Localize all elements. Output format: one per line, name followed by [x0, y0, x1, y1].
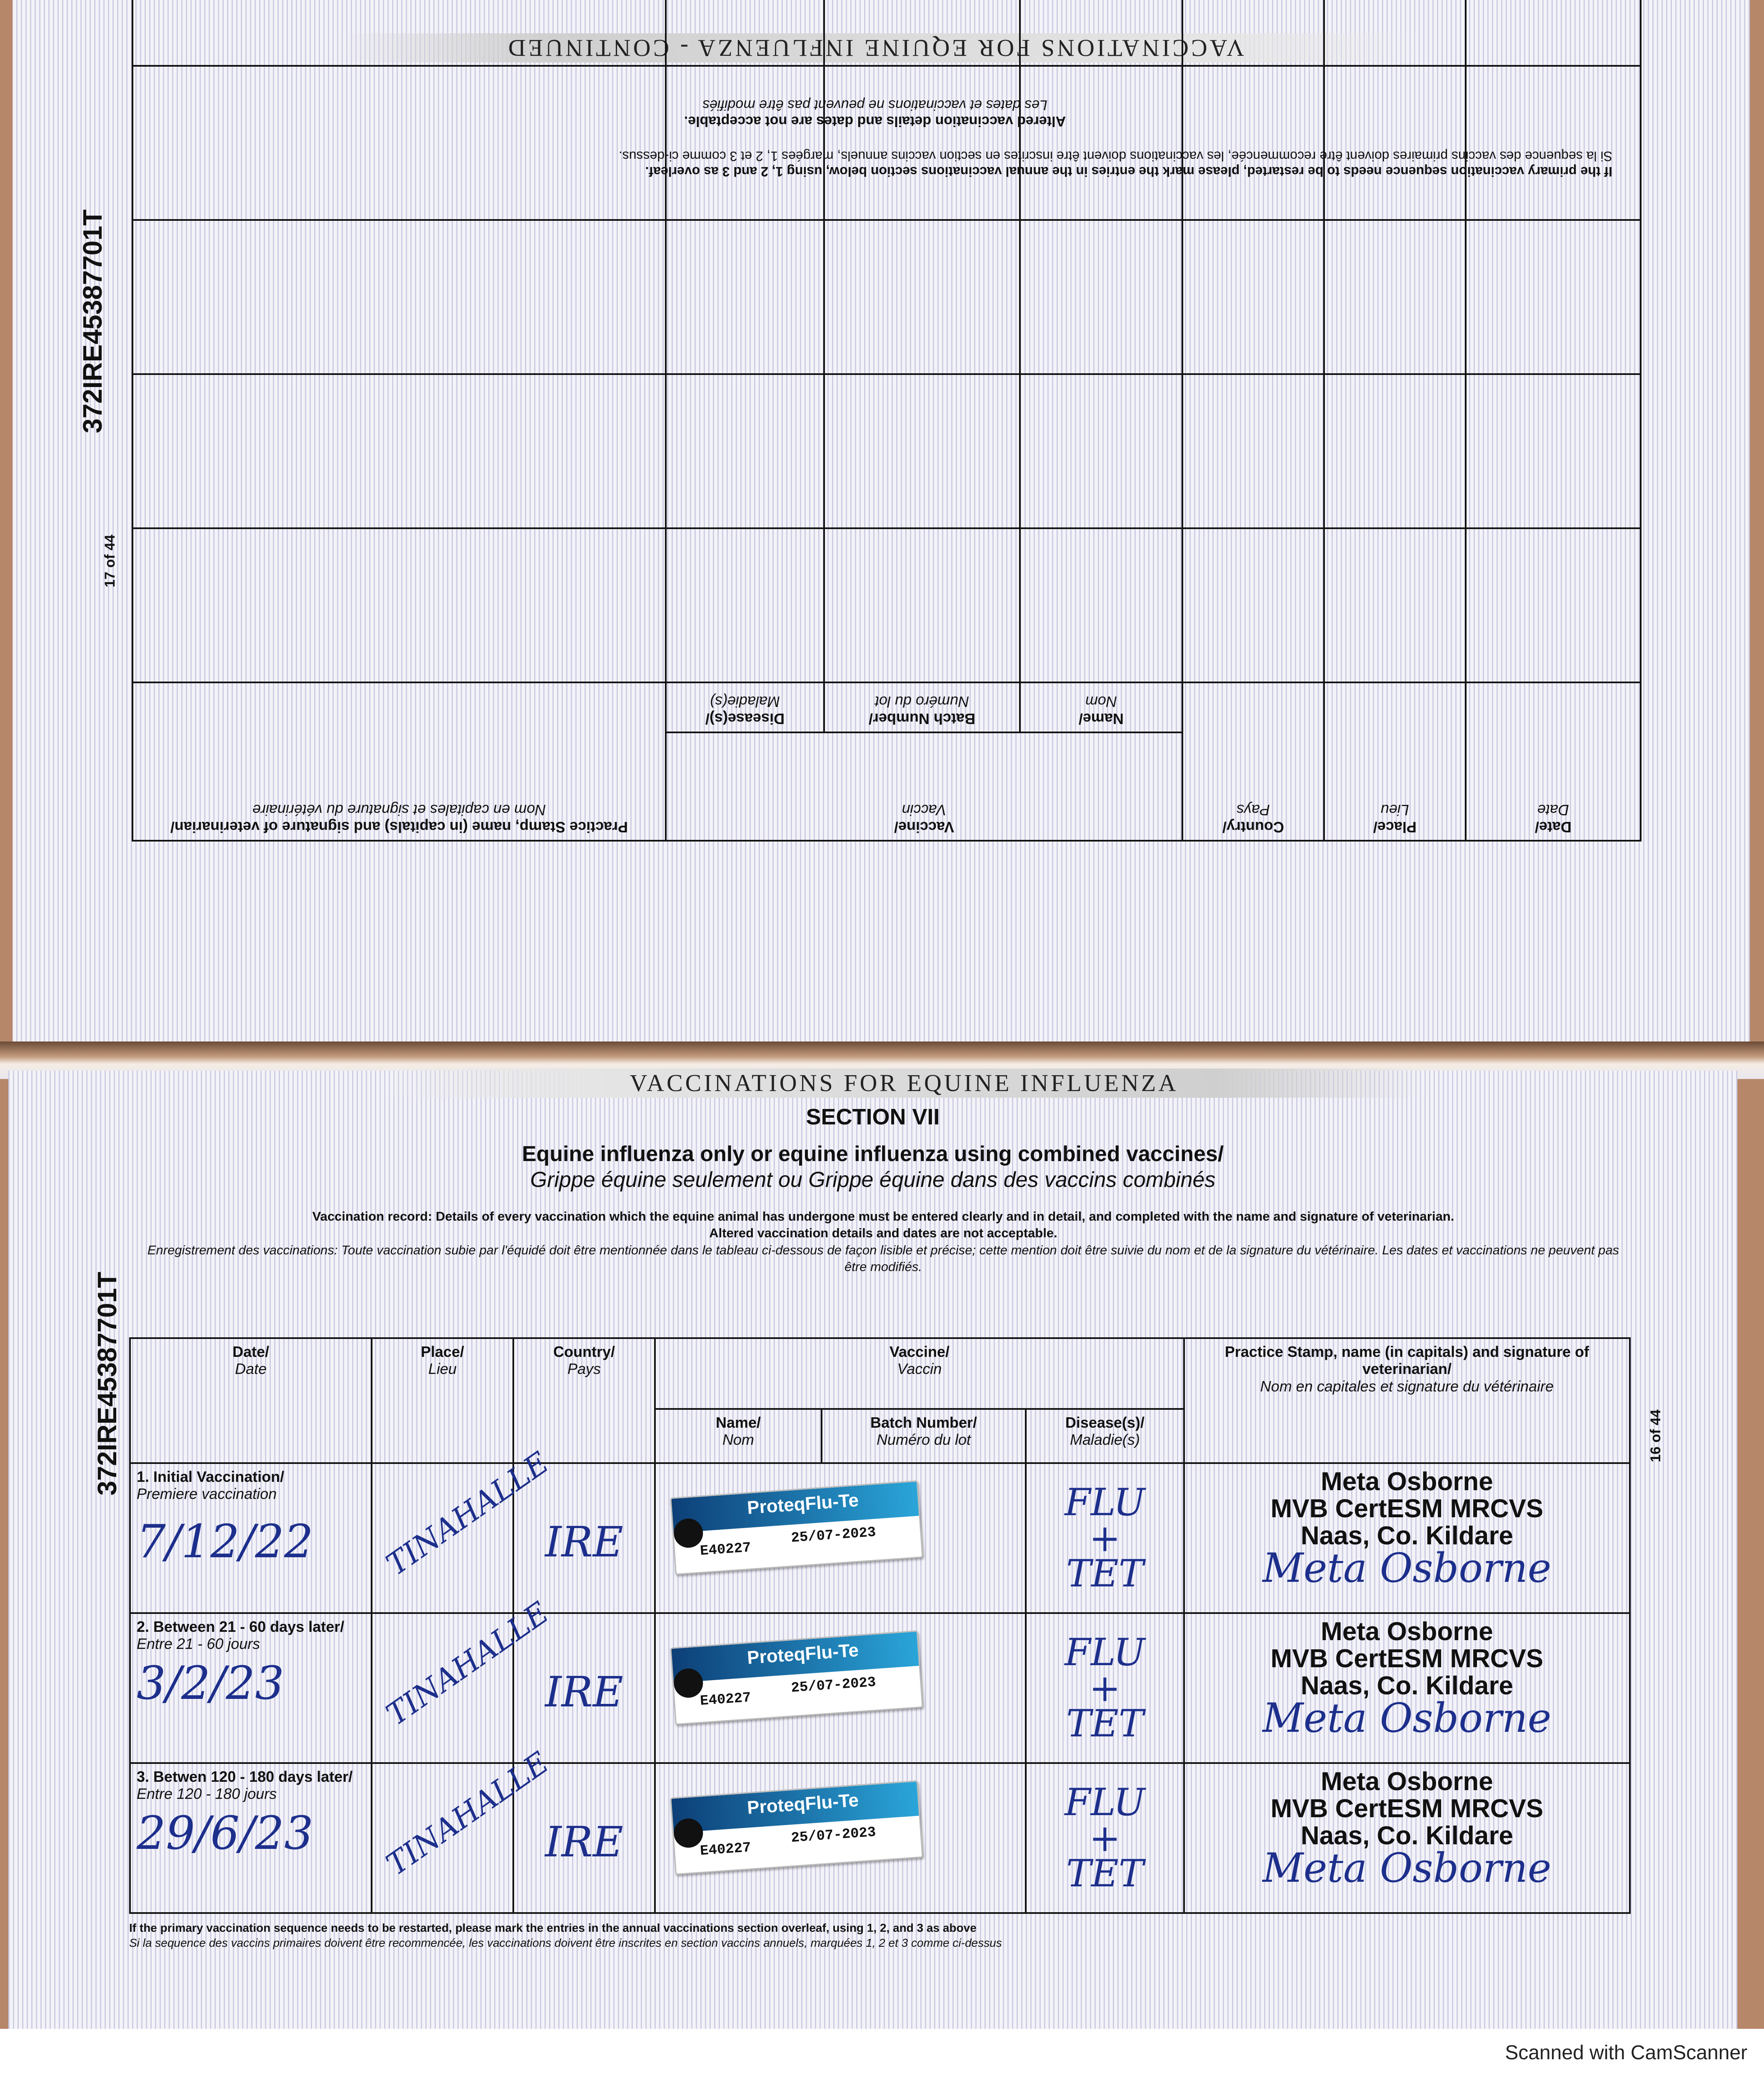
vet-stamp-qualifications: MVB CertESM MRCVS — [1270, 1494, 1544, 1524]
vaccine-brand: ProteqFlu-Te — [746, 1640, 860, 1668]
record-instructions-en-altered: Altered vaccination details and dates are not acceptable. — [709, 1226, 1057, 1241]
vaccination-country: IRE — [545, 1518, 623, 1566]
row-label: 1. Initial Vaccination/ — [137, 1468, 285, 1485]
header-stamp: Practice Stamp, name (in capitals) and signature of veterinarian/ Nom en capitales et signature du vétérinaire — [1184, 1338, 1630, 1463]
scanner-watermark: Scanned with CamScanner — [1505, 2042, 1747, 2064]
header-place: Place/ Lieu — [372, 1338, 513, 1463]
row-place-cell — [372, 1745, 555, 1913]
header-disease: Disease(s)/ Maladie(s) — [1026, 1409, 1184, 1463]
section-subtitle-fr: Grippe équine seulement ou Grippe équine dans des vaccins combinés — [530, 1168, 1216, 1192]
vaccination-table — [129, 1337, 1631, 1914]
vaccine-sticker — [670, 1480, 923, 1575]
table-row-empty — [132, 220, 1641, 374]
table-header-row — [130, 1338, 1630, 1409]
vaccination-place: TINAHALLE — [380, 1745, 555, 1882]
row-label-fr: Premiere vaccination — [137, 1485, 277, 1503]
vet-signature: Meta Osborne — [1262, 1545, 1552, 1592]
vaccine-expiry: 25/07-2023 — [790, 1824, 877, 1846]
section-title: SECTION VII — [806, 1104, 940, 1129]
table-header-row — [132, 732, 1641, 841]
table-row-empty — [132, 66, 1641, 220]
header-name: Name/ Nom — [655, 1409, 822, 1463]
row-label: 3. Betwen 120 - 180 days later/ — [137, 1768, 353, 1785]
row-date-cell — [130, 1613, 372, 1763]
page-banner: VACCINATIONS FOR EQUINE INFLUENZA - CONTINUED — [333, 33, 1417, 62]
row-label: 2. Between 21 - 60 days later/ — [137, 1618, 345, 1635]
row-vaccine-label-cell — [655, 1463, 1026, 1613]
disease-text: FLU + TET — [1064, 1481, 1145, 1596]
vaccine-expiry: 25/07-2023 — [790, 1524, 877, 1546]
header-stamp: Practice Stamp, name (in capitals) and signature of veterinarian/ Nom en capitales et signature du vétérinaire — [132, 682, 666, 841]
vet-signature: Meta Osborne — [1262, 1845, 1552, 1892]
record-instructions — [142, 1208, 1625, 1275]
vet-stamp-address: Naas, Co. Kildare — [1301, 1671, 1513, 1701]
table-row — [130, 1613, 1630, 1763]
page-16 — [8, 1071, 1737, 2037]
disease-text: FLU + TET — [1064, 1781, 1145, 1896]
header-place: Place/ Lieu — [1324, 682, 1466, 841]
restart-note-en: If the primary vaccination sequence needs to be restarted, please mark the entries in the annual vaccinations section below, using 1, 2 and 3 as overleaf. — [645, 164, 1612, 179]
section-subtitle-en: Equine influenza only or equine influenza using combined vaccines/ — [522, 1142, 1224, 1166]
table-row — [130, 1463, 1630, 1613]
vaccination-place: TINAHALLE — [380, 1595, 555, 1732]
vet-stamp-name: Meta Osborne — [1321, 1617, 1493, 1646]
restart-note-fr: Si la sequence des vaccins primaires doivent être recommencée, les vaccinations doivent être inscrites en section vaccins annuels, marquées 1, 2 et 3 comme ci-dessus — [129, 1936, 1002, 1950]
restart-note-en: If the primary vaccination sequence needs to be restarted, please mark the entries in the annual vaccinations section overleaf, using 1, 2, and 3 as above — [129, 1921, 977, 1934]
vaccine-sticker — [670, 1780, 923, 1875]
disease-text: FLU + TET — [1064, 1631, 1145, 1746]
header-country: Country/ Pays — [1182, 682, 1324, 841]
vet-stamp-qualifications: MVB CertESM MRCVS — [1270, 1794, 1544, 1823]
vaccination-date: 3/2/23 — [137, 1656, 285, 1710]
row-disease-cell — [1026, 1613, 1184, 1763]
page-number: 16 of 44 — [1648, 1409, 1664, 1462]
vaccine-lot: E40227 — [700, 1690, 752, 1710]
vet-stamp-address: Naas, Co. Kildare — [1301, 1521, 1513, 1551]
header-date: Date/ Date — [1466, 682, 1641, 841]
header-batch: Batch Number/ Numéro du lot — [824, 682, 1020, 732]
table-row-empty — [132, 0, 1641, 66]
row-place-cell — [372, 1445, 555, 1613]
header-disease: Disease(s)/ Maladie(s) — [666, 682, 824, 732]
table-row-empty — [132, 528, 1641, 682]
vaccine-brand: ProteqFlu-Te — [746, 1490, 860, 1519]
vaccine-brand: ProteqFlu-Te — [746, 1790, 860, 1818]
vaccine-lot: E40227 — [700, 1840, 752, 1860]
vaccine-lot: E40227 — [700, 1540, 752, 1560]
table-row-empty — [132, 374, 1641, 528]
restart-note — [129, 1921, 1629, 1951]
vaccination-country: IRE — [545, 1818, 623, 1866]
vaccination-date: 29/6/23 — [137, 1806, 314, 1860]
altered-notice-fr: Les dates et vaccinations ne peuvent pas être modifiés — [702, 97, 1047, 113]
vaccination-table-continued — [132, 0, 1642, 842]
row-stamp-cell — [1184, 1763, 1630, 1913]
row-stamp-cell — [1184, 1613, 1630, 1763]
row-vaccine-label-cell — [655, 1763, 1026, 1913]
header-date: Date/ Date — [130, 1338, 372, 1463]
record-instructions-fr: Enregistrement des vaccinations: Toute vaccination subie par l'équidé doit être mentionnée dans le tableau ci-dessous de façon lisible et précise; cette mention doit être suivie du nom et de la signature du vétérinaire. Les dates et vaccinations ne peuvent pas être modifiés. — [147, 1242, 1619, 1274]
passport-id: 372IRE45387701T — [77, 209, 107, 433]
row-label-fr: Entre 120 - 180 jours — [137, 1785, 277, 1803]
scanner-footer — [0, 2029, 1764, 2083]
record-instructions-en: Vaccination record: Details of every vaccination which the equine animal has undergone must be entered clearly and in detail, and completed with the name and signature of veterinarian. — [312, 1209, 1454, 1224]
vet-stamp-name: Meta Osborne — [1321, 1767, 1493, 1796]
header-name: Name/ Nom — [1020, 682, 1182, 732]
vaccination-place: TINAHALLE — [380, 1445, 555, 1582]
page-number: 17 of 44 — [102, 534, 118, 587]
vaccination-date: 7/12/22 — [137, 1514, 314, 1568]
header-vaccine: Vaccine/ Vaccin — [655, 1338, 1184, 1409]
vet-stamp-qualifications: MVB CertESM MRCVS — [1270, 1644, 1544, 1673]
header-batch: Batch Number/ Numéro du lot — [822, 1409, 1026, 1463]
row-disease-cell — [1026, 1763, 1184, 1913]
vet-signature: Meta Osborne — [1262, 1695, 1552, 1742]
vet-stamp-address: Naas, Co. Kildare — [1301, 1821, 1513, 1851]
row-date-cell — [130, 1763, 372, 1913]
table-row — [130, 1763, 1630, 1913]
vaccine-sticker — [670, 1630, 923, 1725]
vaccination-country: IRE — [545, 1668, 623, 1716]
row-stamp-cell — [1184, 1463, 1630, 1613]
row-vaccine-label-cell — [655, 1613, 1026, 1763]
row-date-cell — [130, 1463, 372, 1613]
row-place-cell — [372, 1595, 555, 1763]
row-label-fr: Entre 21 - 60 jours — [137, 1635, 260, 1653]
vaccine-expiry: 25/07-2023 — [790, 1674, 877, 1696]
page-17-upside-down — [12, 0, 1750, 1050]
restart-note-fr: Si la sequence des vaccins primaires doivent être recommencée, les vaccinations doivent être inscrites en section vaccins annuels, margées 1, 2 et 3 comme ci-dessus. — [618, 149, 1612, 164]
altered-notice-en: Altered vaccination details and dates are not acceptable. — [684, 113, 1066, 129]
page-banner: VACCINATIONS FOR EQUINE INFLUENZA — [383, 1069, 1425, 1098]
header-country: Country/ Pays — [513, 1338, 655, 1463]
passport-id: 372IRE45387701T — [92, 1271, 122, 1496]
header-vaccine: Vaccine/ Vaccin — [666, 732, 1182, 841]
row-disease-cell — [1026, 1463, 1184, 1613]
vet-stamp-name: Meta Osborne — [1321, 1467, 1493, 1496]
